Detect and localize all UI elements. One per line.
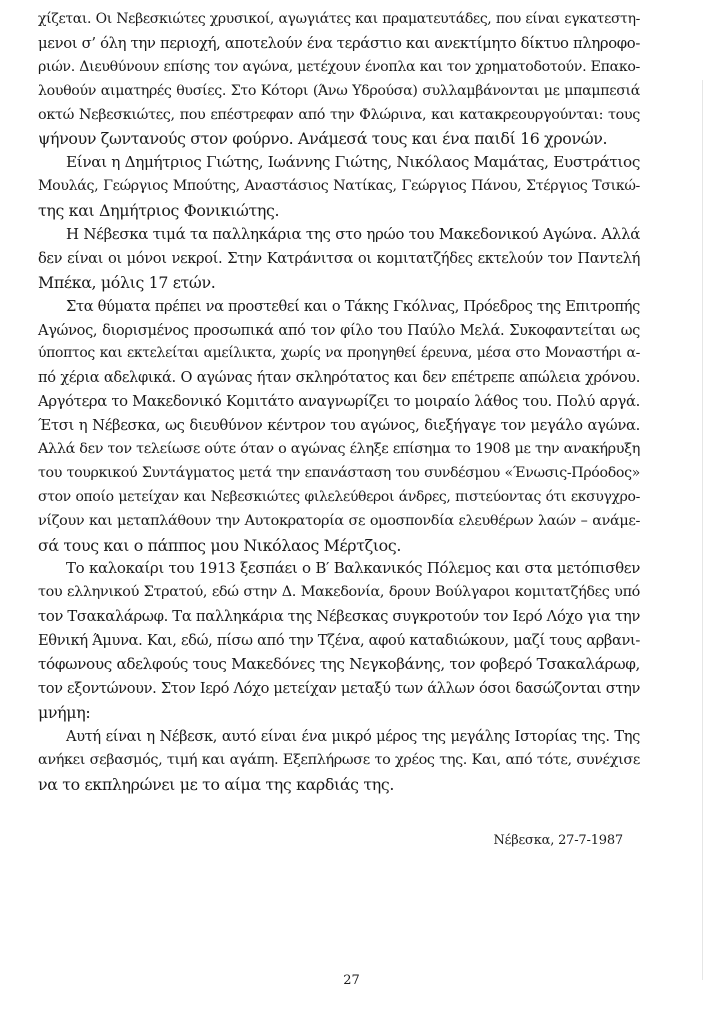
text-line: Μπέκα, μόλις 17 ετών. <box>38 272 216 292</box>
text-line: Αυτή είναι η Νέβεσκ, αυτό είναι ένα μικρό μέρος της μεγάλης Ιστορίας της. Της <box>66 727 640 745</box>
text-line: μενοι σ’ όλη την περιοχή, αποτελούν ένα τεράστιο και ανεκτίμητο δίκτυο πληροφο- <box>38 34 640 52</box>
text-line: Έτσι η Νέβεσκα, ως διευθύνον κέντρον του αγώνος, διεξήγαγε τον μεγάλο αγώνα. <box>38 417 640 435</box>
text-line: τον Τσακαλάρωφ. Τα παλληκάρια της Νέβεσκας συγκροτούν τον Ιερό Λόχο για την <box>38 608 640 626</box>
text-line: σά τους και ο πάππος μου Νικόλαος Μέρτζιος. <box>38 535 402 555</box>
text-line: Είναι η Δημήτριος Γιώτης, Ιωάννης Γιώτης, Νικόλαος Μαμάτας, Ευστράτιος <box>66 153 640 172</box>
text-line: τόφωνους αδελφούς τους Μακεδόνες της Νεγκοβάνης, τον φοβερό Τσακαλάρωφ, <box>38 655 640 674</box>
text-line: ψήνουν ζωντανούς στον φούρνο. Ανάμεσά τους και ένα παιδί 16 χρονών. <box>38 129 608 149</box>
text-line: Η Νέβεσκα τιμά τα παλληκάρια της στο ηρώο του Μακεδονικού Αγώνα. Αλλά <box>66 225 640 244</box>
text-line: οκτώ Νεβεσκιώτες, που επέστρεφαν από την Φλώρινα, και κατακρεουργούνται: τους <box>38 106 640 123</box>
text-line: Εθνική Άμυνα. Και, εδώ, πίσω από την Τζένα, αφού καταδιώκουν, μαζί τους αρβανι- <box>38 632 640 650</box>
text-line: τον εξοντώνουν. Στον Ιερό Λόχο μετείχαν μεταξύ των άλλων όσοι δασώζονται στην <box>38 679 640 697</box>
text-line: πό χέρια αδελφικά. Ο αγώνας ήταν σκληρότατος και δεν επέτρεπε απώλεια χρόνου. <box>38 369 640 387</box>
text-line: της και Δημήτριος Φονικιώτης. <box>38 201 280 221</box>
text-line: χίζεται. Οι Νεβεσκιώτες χρυσικοί, αγωγιάτες και πραματευτάδες, που είναι εγκατεστη- <box>38 11 640 27</box>
text-line: του ελληνικού Στρατού, εδώ στην Δ. Μακεδονία, δρουν Βούλγαροι κομιτατζήδες υπό <box>38 584 640 601</box>
text-line: λουθούν αιματηρές θυσίες. Στο Κότορι (Άνω Υδρούσα) συλλαμβάνονται με μπαμπεσιά <box>38 82 640 99</box>
text-line: Αργότερα το Μακεδονικό Κομιτάτο αναγνωρίζει το μοιραίο λάθος του. Πολύ αργά. <box>38 393 640 411</box>
text-line: στον οποίο μετείχαν και Νεβεσκιώτες φιλελεύθεροι άνδρες, πιστεύοντας ότι εκσυγχρο- <box>38 488 640 505</box>
place-date-signature: Νέβεσκα, 27-7-1987 <box>493 833 623 848</box>
text-line: του τουρκικού Συντάγματος μετά την επανάσταση του συνδέσμου «Ένωσις-Πρόοδος» <box>38 464 640 481</box>
text-line: ανήκει σεβασμός, τιμή και αγάπη. Εξεπλήρωσε το χρέος της. Και, από τότε, συνέχισε <box>38 751 640 768</box>
text-line: Αγώνος, διορισμένος προσωπικά από τον φίλο του Παύλο Μελά. Συκοφαντείται ως <box>38 321 640 339</box>
text-line: να το εκπληρώνει με το αίμα της καρδιάς της. <box>38 774 395 794</box>
text-line: δεν είναι οι μόνοι νεκροί. Στην Κατράνιτσα οι κομιτατζήδες εκτελούν τον Παντελή <box>38 249 640 267</box>
text-line: μνήμη: <box>38 702 91 722</box>
body-text <box>38 8 640 796</box>
text-line: Αλλά δεν τον τελείωσε ούτε όταν ο αγώνας έληξε επίσημα το 1908 με την ανακήρυξη <box>38 441 640 458</box>
text-line: νίζουν και μεταπλάθουν την Αυτοκρατορία σε ομοσπονδία ελευθέρων λαών – ανάμε- <box>38 512 640 529</box>
text-line: Το καλοκαίρι του 1913 ξεσπάει ο Β′ Βαλκανικός Πόλεμος και στα μετόπισθεν <box>66 559 640 578</box>
text-line: Μουλάς, Γεώργιος Μπούτης, Αναστάσιος Νατίκας, Γεώργιος Πάνου, Στέργιος Τσικώ- <box>38 178 640 195</box>
text-line: ύποπτος και εκτελείται αμείλικτα, χωρίς να προηγηθεί έρευνα, μέσα στο Μοναστήρι α- <box>38 345 640 362</box>
text-line: ριών. Διευθύνουν επίσης τον αγώνα, μετέχουν ένοπλα και τον χρηματοδοτούν. Επακο- <box>38 58 640 75</box>
page-number: 27 <box>343 973 360 988</box>
text-line: Στα θύματα πρέπει να προστεθεί και ο Τάκης Γκόλνας, Πρόεδρος της Επιτροπής <box>66 297 640 315</box>
